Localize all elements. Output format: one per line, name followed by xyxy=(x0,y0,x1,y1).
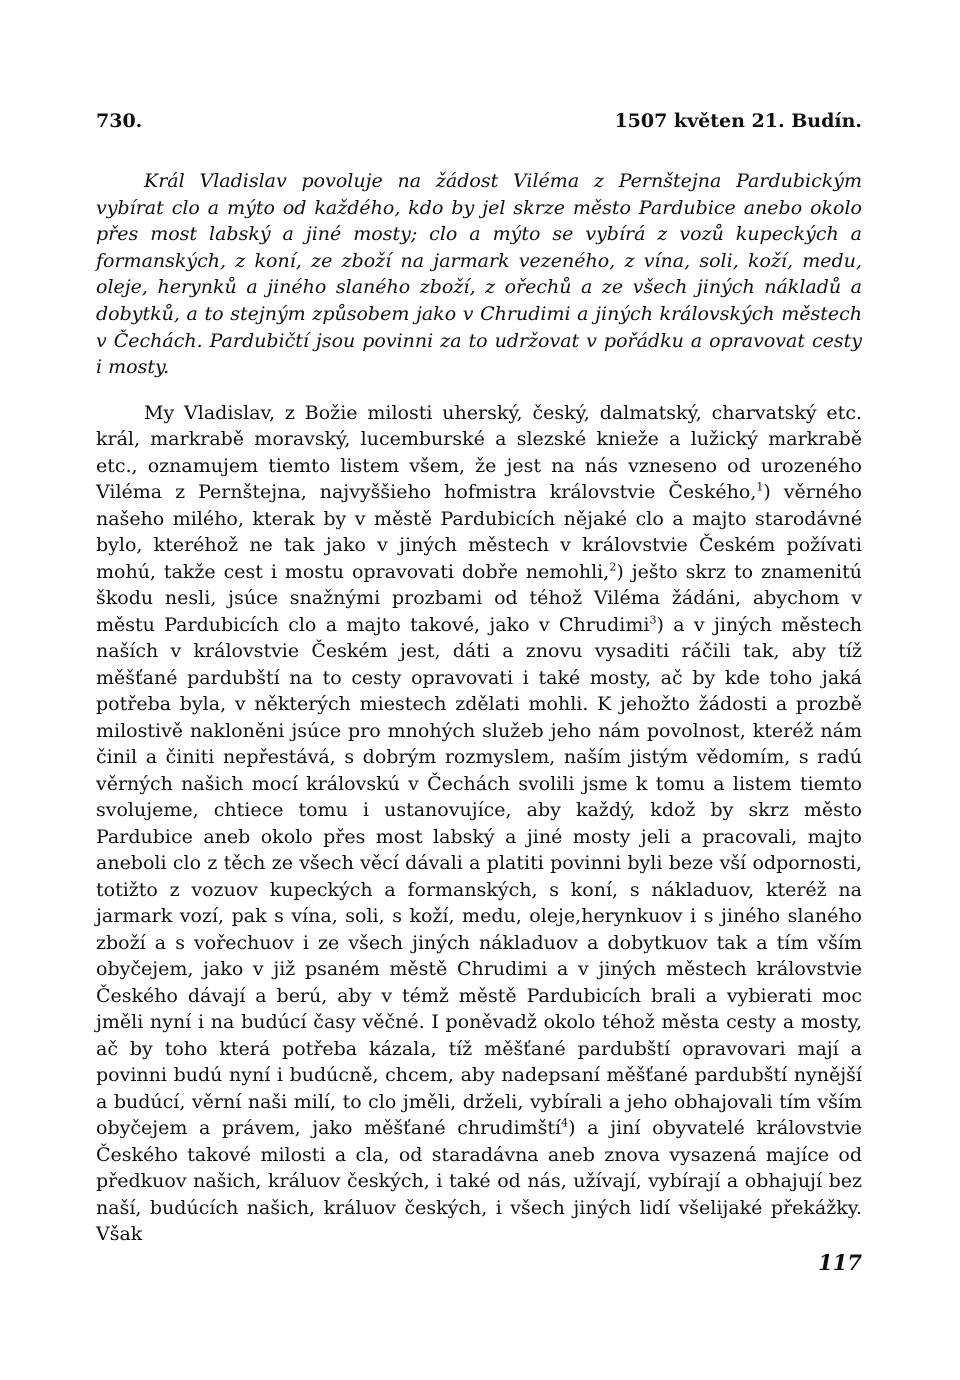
charter-text: My Vladislav, z Božie milosti uherský, český, dalmatský, charvatský etc. král, markrabě moravský, lucemburské a slezské knieže a lužický markrabě etc., oznamujem tiemto listem všem, že jest na nás vzneseno od urozeného Viléma z Pernštejna, najvyššieho hofmistra královstvie Českého,$^1$) věrného našeho milého, kterak by v městě Pardubicích nějaké clo a majto starodávné bylo, kteréhož ne tak jako v jiných městech v královstvie Českém požívati mohú, takže cest i mostu opravovati dobře nemohli,$^2$) ješto skrz to znamenitú škodu nesli, jsúce snažnými prozbami od téhož Viléma žádáni, abychom v městu Pardubicích clo a majto takové, jako v Chrudimi$^3$) a v jiných městech naších v královstvie Českém jest, dáti a znovu vysaditi ráčili tak, aby tíž měšťané pardubští na to cesty opravovati i také mosty, ač by kde toho jaká potřeba byla, v některých miestech zdělati mohli. K jehožto žádosti a prozbě milostivě nakloněni jsúce pro mnohých služeb jeho nám povolnost, kteréž nám činil a činiti nepřestává, s dobrým rozmyslem, naším jistým vědomím, s radú věrných našich mocí královskú v Čechách svolili jsme k tomu a listem tiemto svolujeme, chtiece tomu i ustanovujíce, aby každý, kdož by skrz město Pardubice aneb okolo přes most labský a jiné mosty jeli a pracovali, majto aneboli clo z těch ze všech věcí dávali a platiti povinni byli beze vší odpornosti, totižto z vozuov kupeckých a formanských, s koní, s nákladuov, kteréž na jarmark vozí, pak s vína, soli, s koží, medu, oleje,herynkuov i s jiného slaného zboží a s vořechuov i ze všech jiných nákladuov a dobytkuov tak a tím vším obyčejem, jako v již psaném městě Chrudimi a v jiných městech královstvie Českého dávají a berú, aby v témž městě Pardubicích brali a vybierati moc jměli nyní i na budúcí časy věčné. I poněvadž okolo téhož města cesty a mosty, ač by toho která potřeba kázala, tíž měšťané pardubští opravovari mají a povinni budú nyní i budúcně, chcem, aby nadepsaní měšťané pardubští nynější a budúcí, věrní naši milí, to clo jměli, drželi, vybírali a jeho obhajovali tím vším obyčejem a právem, jako měšťané chrudimští$^4$) a jiní obyvatelé královstvie Českého takové milosti a cla, od staradávna aneb znova vysazená majíce od předkuov našich, králuov českých, i také od nás, užívají, vybírají a obhajují bez naší, budúcích našich, králuov českých, i všech jiných lidí všelijaké překážky. Však xyxy=(96,401,863,1246)
charter-text-part: ) věrného našeho milého, kterak by v městě Pardubicích nějaké clo a majto starodávné bylo, kteréhož ne tak jako v jiných městech v královstvie Českém požívati mohú, takže cest i mostu opravovati dobře nemohli, xyxy=(96,481,862,583)
document-number: 730. xyxy=(96,110,143,132)
charter-text-part: My Vladislav, z Božie milosti uherský, český, dalmatský, charvatský etc. král, markrabě moravský, lucemburské a slezské knieže a lužický markrabě etc., oznamujem tiemto listem všem, že jest na nás vzneseno od urozeného Viléma z Pernštejna, najvyššieho hofmistra královstvie Českého, xyxy=(96,401,862,504)
footnote-ref: 1 xyxy=(756,480,764,494)
document-date-place: 1507 květen 21. Budín. xyxy=(614,110,862,132)
charter-text-part: ) ješto skrz to znamenitú škodu nesli, jsúce snažnými prozbami od téhož Viléma žádáni, abychom v městu Pardubicích clo a majto takové, jako v Chrudimi xyxy=(96,560,862,636)
page-header xyxy=(96,110,862,140)
regest-summary: Král Vladislav povoluje na žádost Viléma z Pernštejna Pardubickým vybírat clo a mýto od každého, kdo by jel skrze město Pardubice anebo okolo přes most labský a jiné mosty; clo a mýto se vybírá z vozů kupeckých a formanských, z koní, ze zboží na jarmark vezeného, z vína, soli, koží, medu, oleje, herynků a jiného slaného zboží, z ořechů a ze všech jiných nákladů a dobytků, a to stejným způsobem jako v Chrudimi a jiných královských městech v Čechách. Pardubičtí jsou povinni za to udržovat v pořádku a opravovat cesty i mosty. xyxy=(96,170,862,379)
footnote-ref: 4 xyxy=(561,1116,569,1130)
document-page xyxy=(96,110,862,1267)
footnote-ref: 3 xyxy=(649,613,657,627)
footnote-ref: 2 xyxy=(609,560,617,574)
page-number: 117 xyxy=(818,1250,862,1275)
charter-text-part: ) a jiní obyvatelé královstvie Českého takové milosti a cla, od staradávna aneb znova vysazená majíce od předkuov našich, králuov českých, i také od nás, užívají, vybírají a obhajují bez naší, budúcích našich, králuov českých, i všech jiných lidí všelijaké překážky. Však xyxy=(96,1117,863,1246)
charter-text-part: a v jiných městech naších v královstvie Českém jest, dáti a znovu vysaditi ráčili tak, aby tíž měšťané pardubští na to cesty opravovati i také mosty, ač by kde toho jaká potřeba byla, v některých miestech zdělati mohli. K jehožto žádosti a prozbě milostivě nakloněni jsúce pro mnohých služeb jeho nám povolnost, kteréž nám činil a činiti nepřestává, s dobrým rozmyslem, naším jistým vědomím, s radú věrných našich mocí královskú v Čechách svolili jsme k tomu a listem tiemto svolujeme, chtiece tomu i ustanovujíce, aby každý, kdož by skrz město Pardubice aneb okolo přes most labský a jiné mosty jeli a pracovali, majto aneboli clo z těch ze všech věcí dávali a platiti povinni byli beze vší odpornosti, totižto z vozuov kupeckých a formanských, s koní, s nákladuov, kteréž na jarmark vozí, pak s vína, soli, s koží, medu, oleje,herynkuov i s jiného slaného zboží a s vořechuov i ze všech jiných nákladuov a dobytkuov tak a tím vším obyčejem, jako v již psaném městě Chrudimi a v jiných městech královstvie Českého dávají a berú, aby v témž městě Pardubicích brali a vybierati moc jměli nyní i na budúcí časy věčné. I poněvadž okolo téhož města cesty a mosty, ač by toho která potřeba kázala, tíž měšťané pardubští opravovari mají a povinni budú nyní i budúcně, chcem, aby nadepsaní měšťané pardubští nynější a budúcí, věrní naši milí, to clo jměli, drželi, vybírali a jeho obhajovali tím vším obyčejem a právem, jako měšťané chrudimští xyxy=(96,613,862,1140)
